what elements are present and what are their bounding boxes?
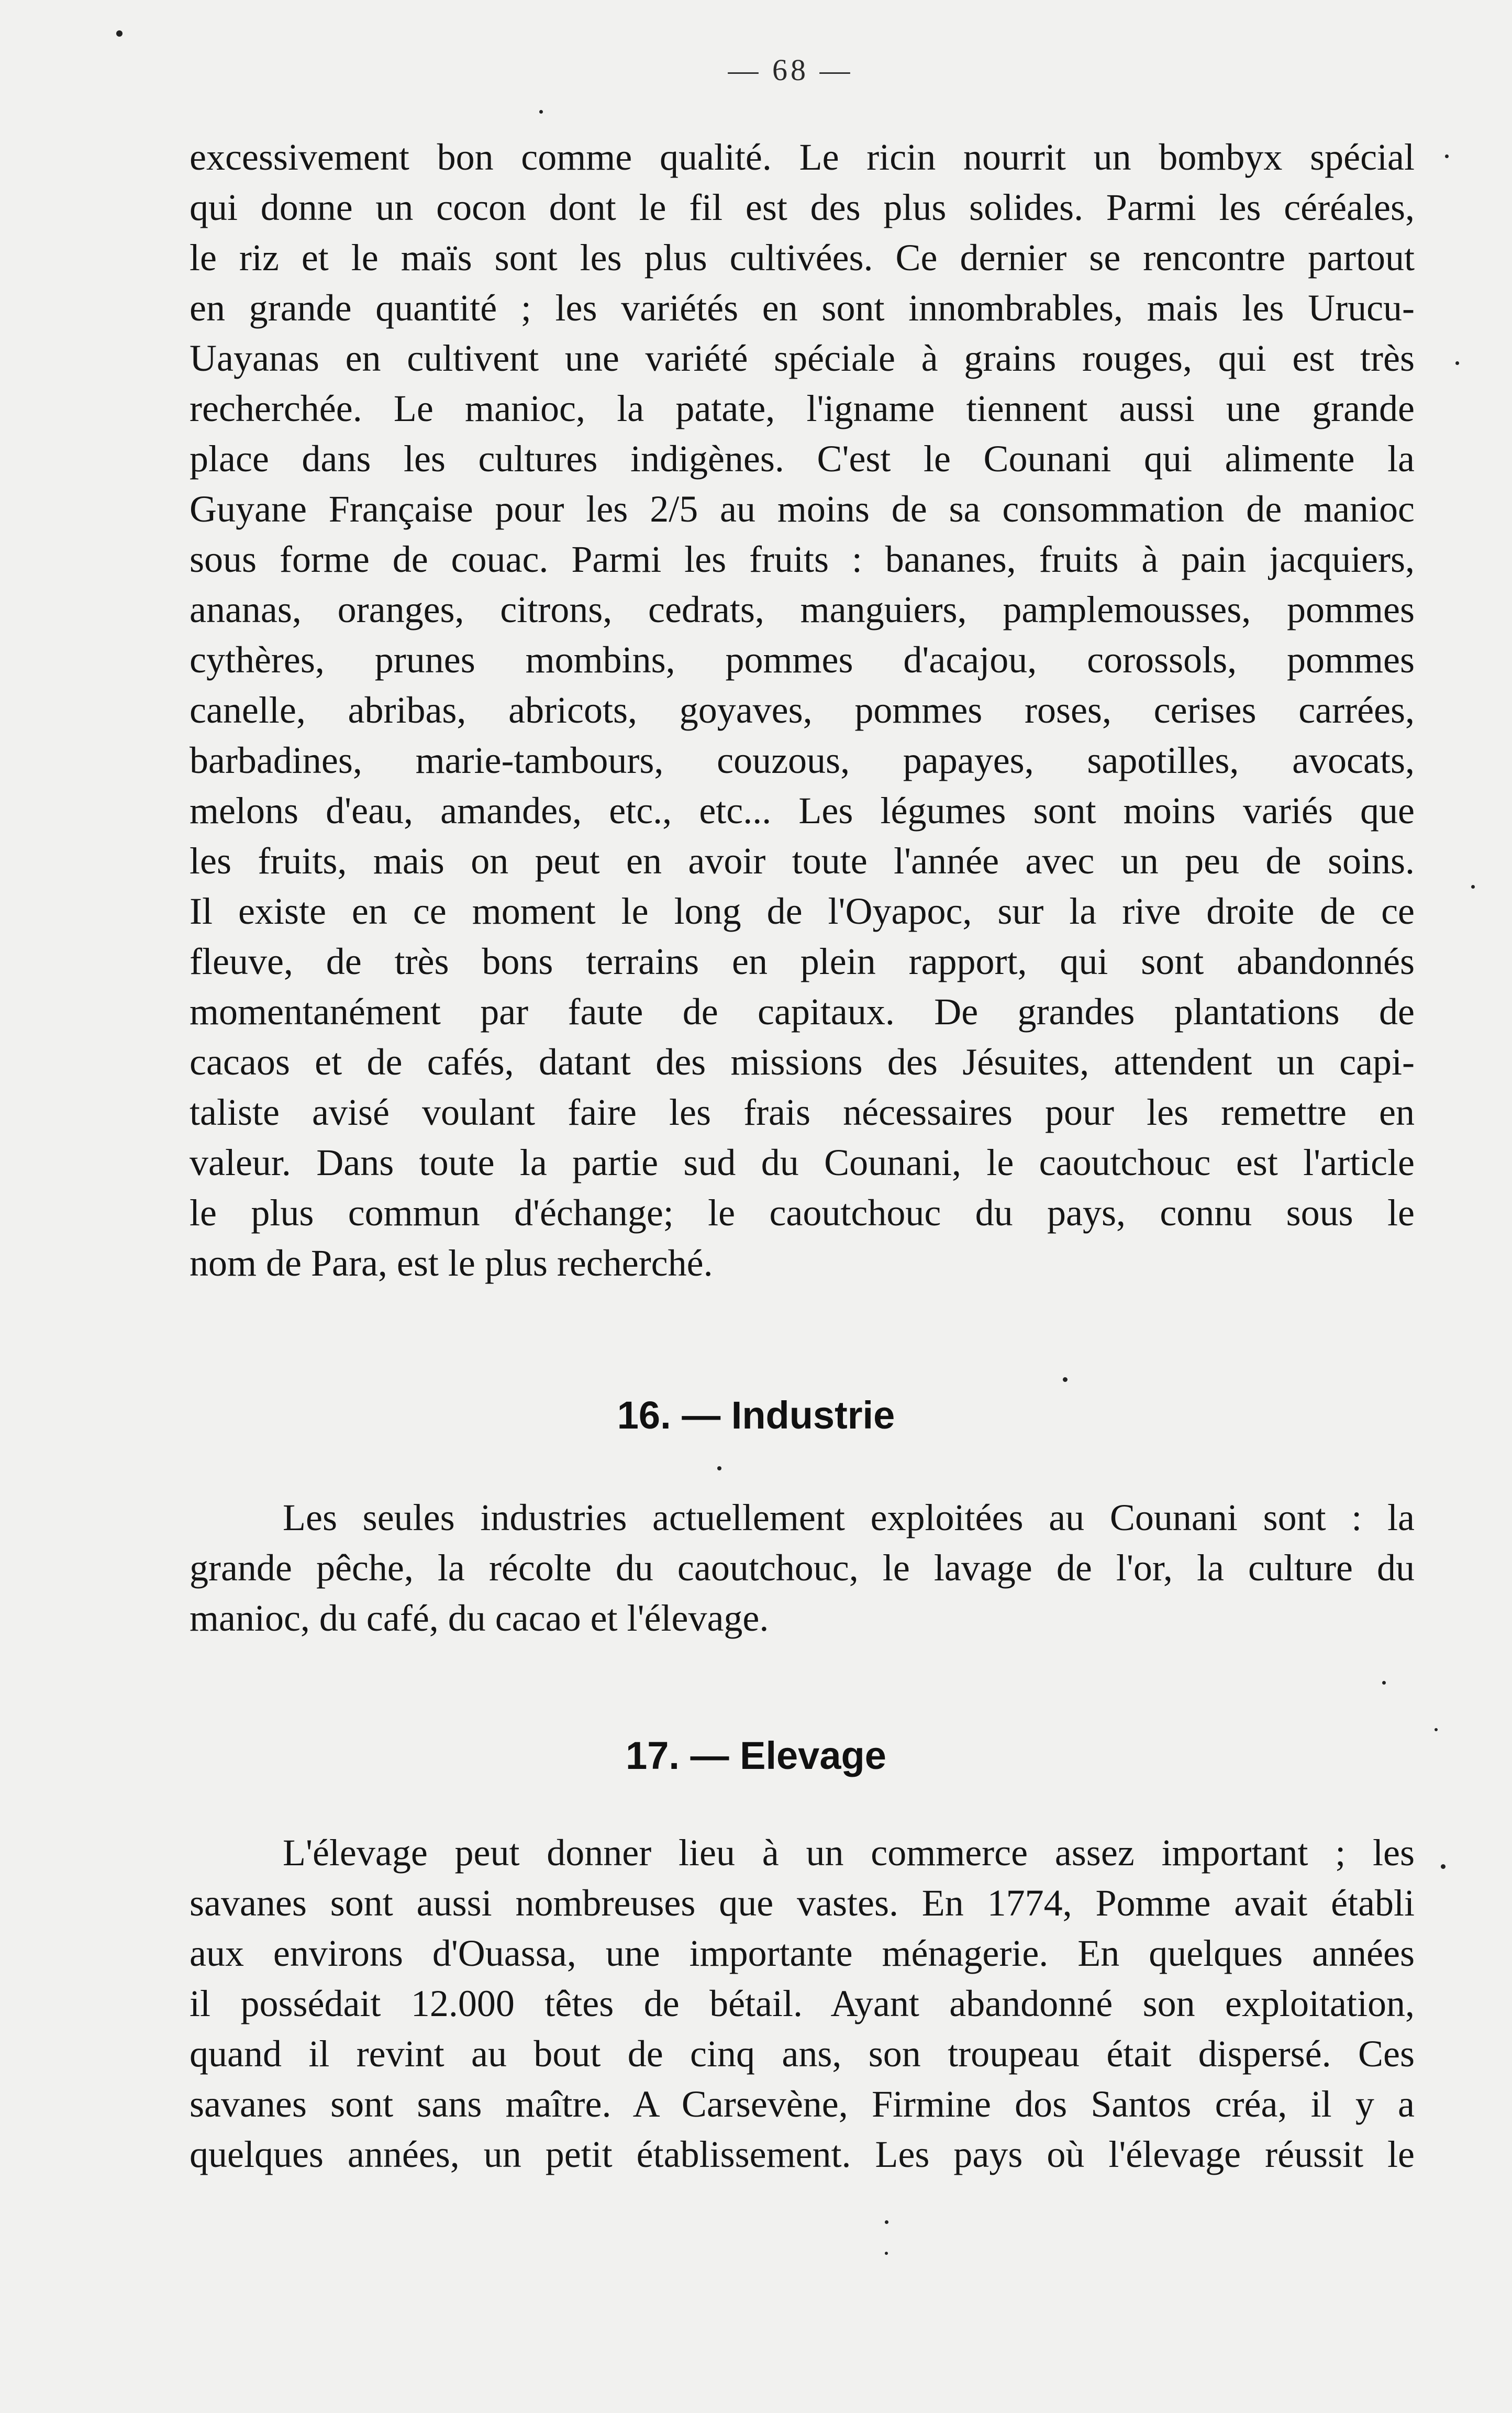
text-line: cythères, prunes mombins, pommes d'acajou, corossols, pommes [190,639,1415,681]
scan-speck [717,1466,721,1470]
scan-speck [116,30,123,37]
scan-speck [1445,154,1449,158]
text-line: recherchée. Le manioc, la patate, l'igname tiennent aussi une grande [190,388,1415,429]
text-line: L'élevage peut donner lieu à un commerce assez important ; les [283,1832,1415,1874]
text-line: canelle, abribas, abricots, goyaves, pommes roses, cerises carrées, [190,689,1415,731]
section-heading-elevage: 17. — Elevage [626,1734,886,1777]
text-line: il possédait 12.000 têtes de bétail. Ayant abandonné son exploitation, [190,1983,1415,2024]
text-line: en grande quantité ; les variétés en sont innombrables, mais les Urucu- [190,287,1415,329]
text-line: Uayanas en cultivent une variété spéciale à grains rouges, qui est très [190,337,1415,379]
scan-speck [539,110,543,114]
text-line: valeur. Dans toute la partie sud du Counani, le caoutchouc est l'article [190,1142,1415,1183]
scan-speck [1382,1681,1386,1685]
scan-speck [1435,1728,1438,1731]
text-line: excessivement bon comme qualité. Le ricin nourrit un bombyx spécial [190,136,1415,178]
text-line: aux environs d'Ouassa, une importante ménagerie. En quelques années [190,1932,1415,1974]
text-line: cacaos et de cafés, datant des missions des Jésuites, attendent un capi- [190,1041,1415,1083]
text-line: Guyane Française pour les 2/5 au moins de sa consommation de manioc [190,488,1415,530]
text-line: fleuve, de très bons terrains en plein rapport, qui sont abandonnés [190,940,1415,982]
text-line: savanes sont aussi nombreuses que vastes. En 1774, Pomme avait établi [190,1882,1415,1924]
text-line: Les seules industries actuellement exploitées au Counani sont : la [283,1497,1415,1538]
text-line: les fruits, mais on peut en avoir toute l'année avec un peu de soins. [190,840,1415,882]
text-line: manioc, du café, du cacao et l'élevage. [190,1597,769,1639]
text-line: savanes sont sans maître. A Carsevène, Firmine dos Santos créa, il y a [190,2083,1415,2125]
text-line: grande pêche, la récolte du caoutchouc, le lavage de l'or, la culture du [190,1547,1415,1589]
text-line: ananas, oranges, citrons, cedrats, manguiers, pamplemousses, pommes [190,589,1415,630]
scan-speck [1063,1377,1068,1382]
text-line: Il existe en ce moment le long de l'Oyapoc, sur la rive droite de ce [190,890,1415,932]
text-line: le riz et le maïs sont les plus cultivées. Ce dernier se rencontre partout [190,237,1415,279]
text-line: qui donne un cocon dont le fil est des plus solides. Parmi les céréales, [190,186,1415,228]
section-heading-industrie: 16. — Industrie [617,1393,895,1437]
text-line: sous forme de couac. Parmi les fruits : bananes, fruits à pain jacquiers, [190,538,1415,580]
scan-speck [1471,885,1475,889]
text-line: quand il revint au bout de cinq ans, son troupeau était dispersé. Ces [190,2033,1415,2075]
text-line: place dans les cultures indigènes. C'est le Counani qui alimente la [190,438,1415,480]
page-number: — 68 — [728,53,853,87]
text-line: le plus commun d'échange; le caoutchouc du pays, connu sous le [190,1192,1415,1234]
scan-speck [885,2252,888,2255]
scan-speck [1441,1864,1446,1869]
scan-speck [885,2220,888,2224]
scan-speck [1455,361,1459,365]
text-line: quelques années, un petit établissement. Les pays où l'élevage réussit le [190,2133,1415,2175]
text-line: melons d'eau, amandes, etc., etc... Les légumes sont moins variés que [190,790,1415,832]
text-line: taliste avisé voulant faire les frais nécessaires pour les remettre en [190,1091,1415,1133]
text-line: momentanément par faute de capitaux. De grandes plantations de [190,991,1415,1033]
text-line: nom de Para, est le plus recherché. [190,1242,713,1284]
text-line: barbadines, marie-tambours, couzous, papayes, sapotilles, avocats, [190,739,1415,781]
